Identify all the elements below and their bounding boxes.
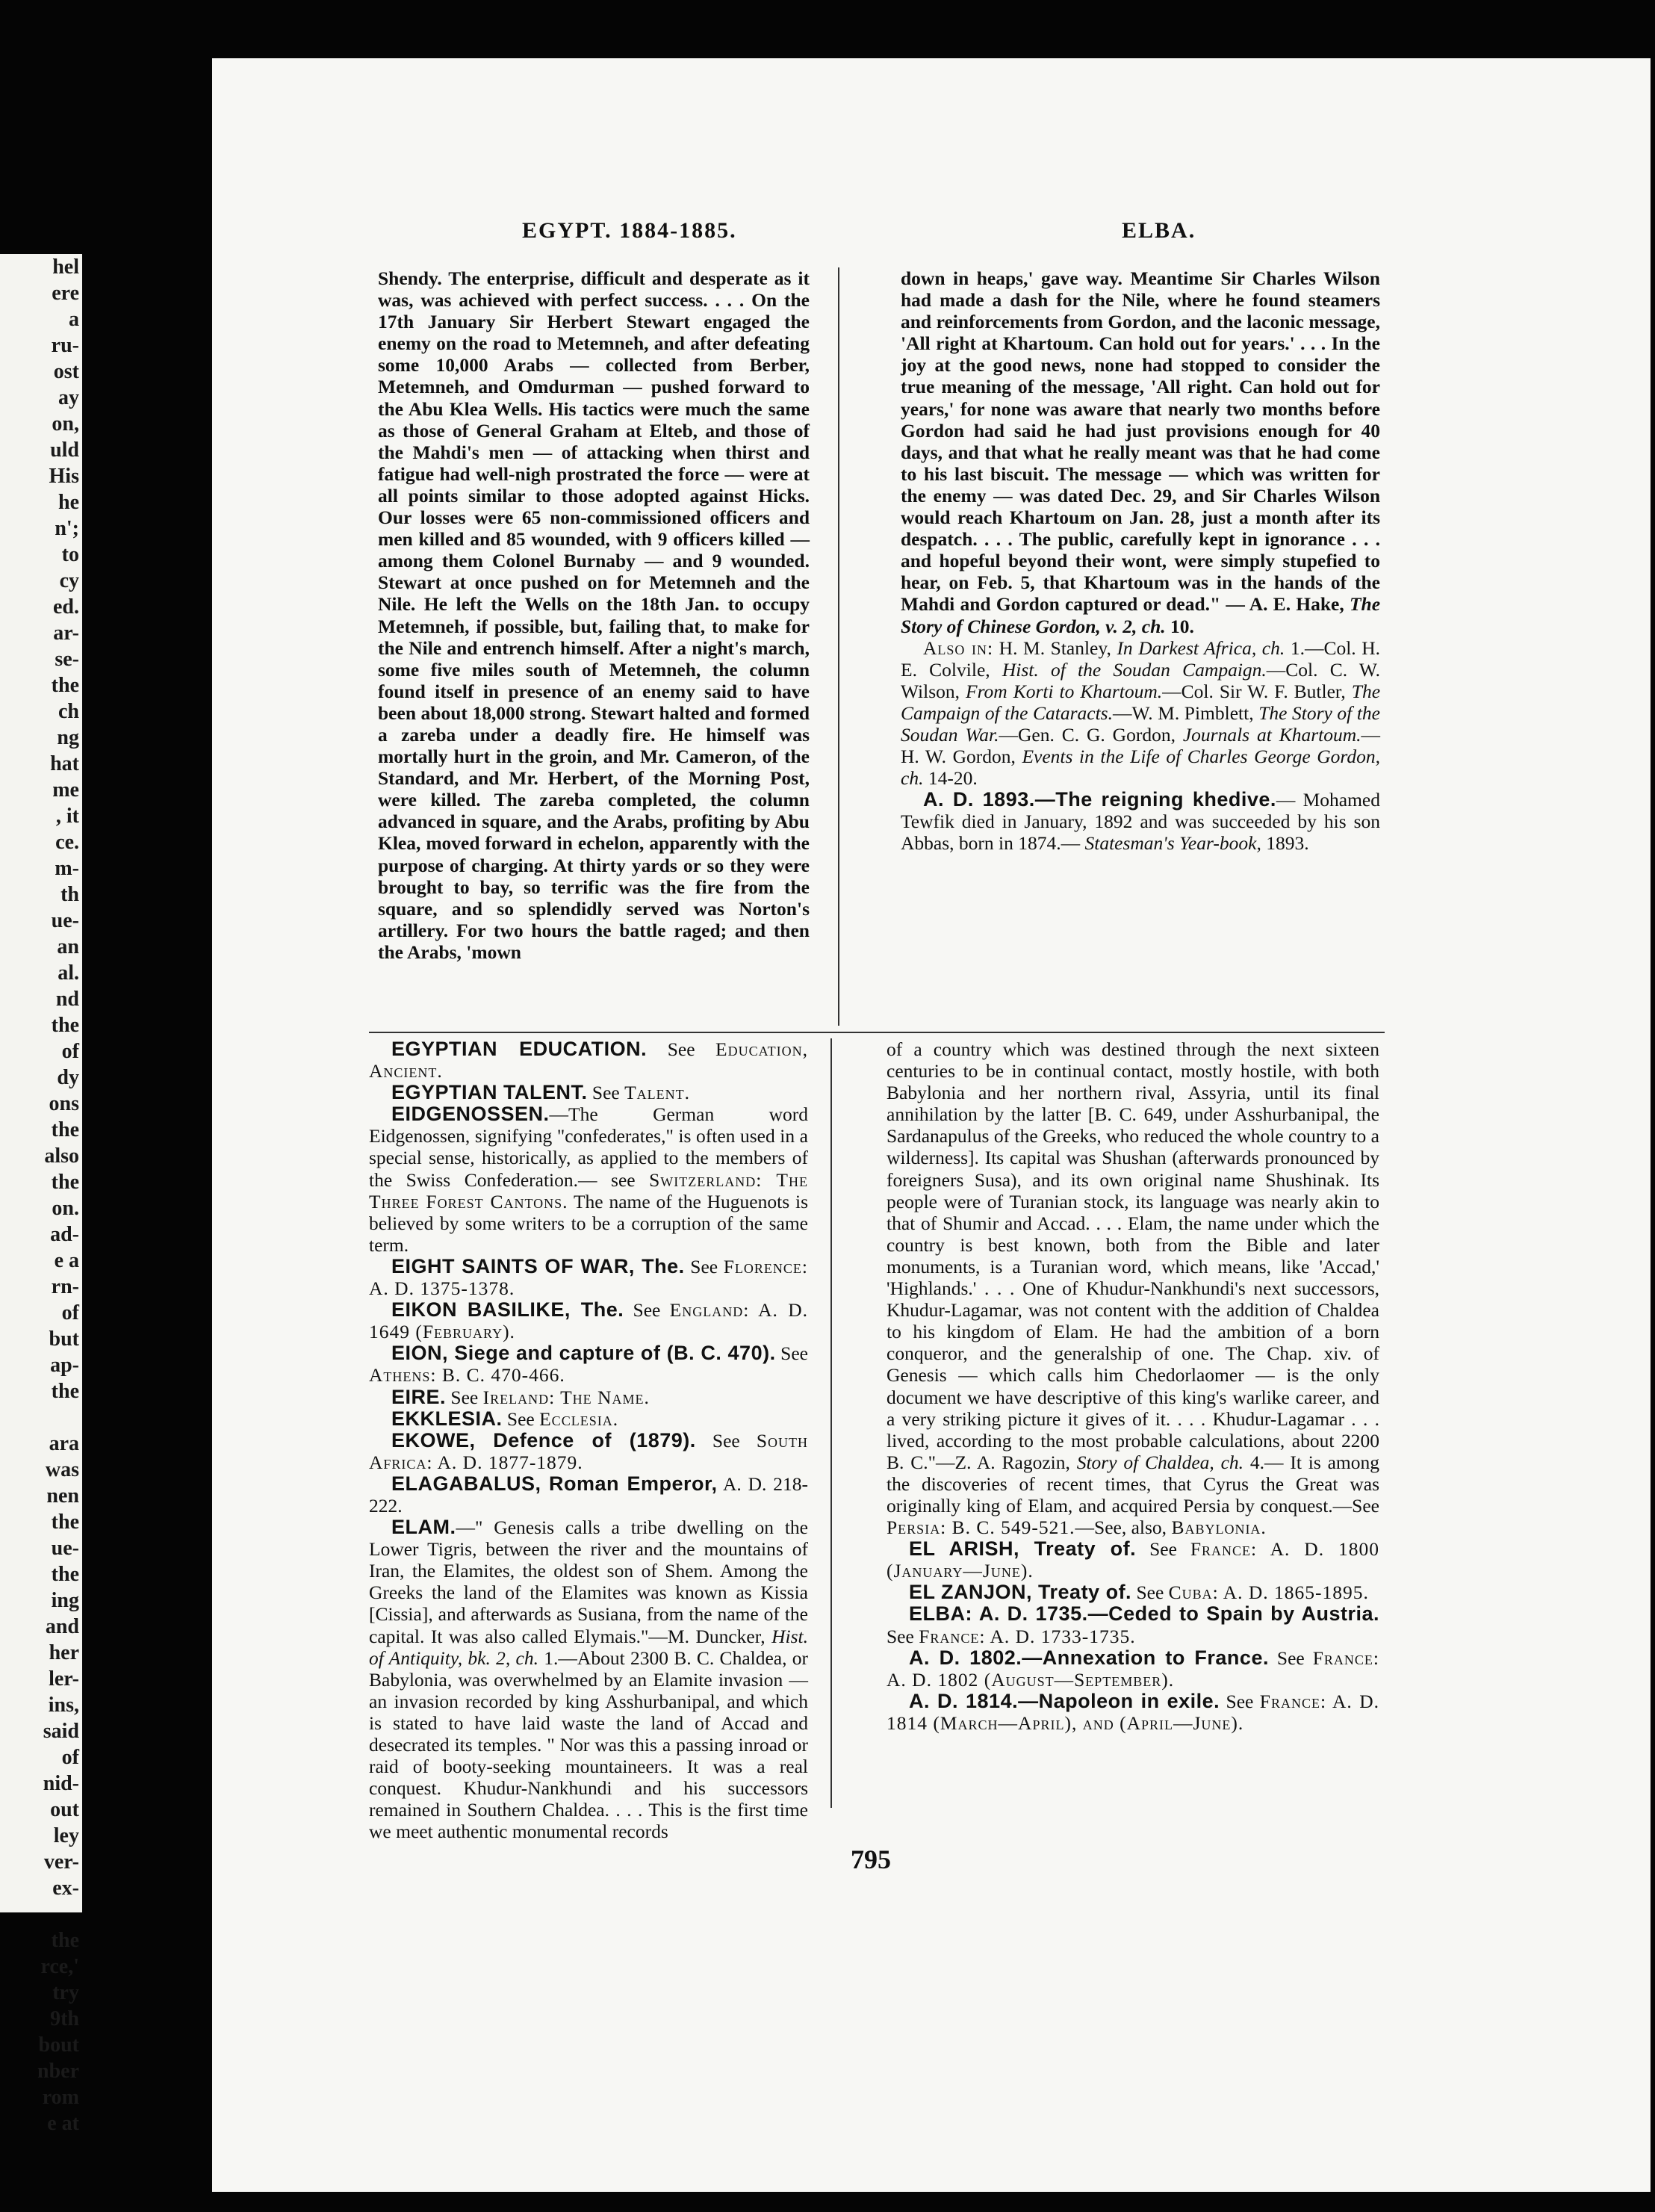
margin-fragment: ad- xyxy=(50,1223,79,1246)
top-left-column xyxy=(378,267,810,1029)
margin-fragment: ost xyxy=(53,360,79,383)
margin-fragment: nen xyxy=(46,1484,79,1508)
margin-fragment: ng xyxy=(57,726,79,749)
margin-fragment: on, xyxy=(52,412,79,436)
margin-fragment: ver- xyxy=(43,1850,79,1874)
entry-text: A. D. 218-222. xyxy=(369,1472,808,1517)
margin-fragment: ere xyxy=(52,282,79,305)
index-entry xyxy=(369,1299,808,1342)
margin-fragment: the xyxy=(51,1511,79,1534)
margin-fragment: m- xyxy=(55,857,79,880)
cross-reference: Ecclesia. xyxy=(539,1407,619,1430)
margin-fragment: a xyxy=(69,308,79,331)
margin-fragment: ar- xyxy=(53,622,79,645)
margin-fragment: ay xyxy=(58,386,79,409)
margin-fragment: the xyxy=(51,1563,79,1586)
running-header xyxy=(212,218,1651,255)
margin-fragment: ins, xyxy=(48,1694,79,1717)
margin-fragment: ex- xyxy=(52,1877,79,1900)
entry-headword: EKOWE, Defence of (1879). xyxy=(391,1428,696,1452)
margin-fragment: uld xyxy=(50,439,79,462)
entry-text: See xyxy=(775,1342,808,1365)
cross-reference: England: A. D. 1649 (February). xyxy=(369,1299,808,1343)
column-divider-top xyxy=(838,267,839,1026)
entry-headword: EIRE. xyxy=(391,1385,447,1408)
entry-headword: EGYPTIAN EDUCATION. xyxy=(391,1038,648,1060)
margin-fragment: ara xyxy=(49,1432,79,1455)
cross-reference: Ireland: The Name. xyxy=(482,1386,650,1408)
entry-headword: EION, Siege and capture of (B. C. 470). xyxy=(391,1342,776,1365)
margin-fragment: dy xyxy=(57,1066,79,1089)
margin-fragment: se- xyxy=(55,648,79,671)
margin-fragment: nd xyxy=(55,988,79,1011)
margin-fragment: the xyxy=(51,674,79,697)
margin-fragment: to xyxy=(61,543,79,566)
index-entry xyxy=(369,1430,808,1473)
margin-fragment: ing xyxy=(51,1589,79,1612)
entry-text: See xyxy=(647,1038,716,1060)
margin-fragment: nid- xyxy=(43,1772,79,1795)
margin-fragment: of xyxy=(61,1040,79,1063)
margin-fragment: ed. xyxy=(53,595,79,619)
cross-reference: Athens: B. C. 470-466. xyxy=(369,1364,565,1387)
elba-1814-entry: A. D. 1814.—Napoleon in exile. See France: A. D. 1814 (March—April), and (April—June). xyxy=(887,1689,1379,1734)
margin-fragment: nber xyxy=(37,2060,79,2083)
margin-fragment: ap- xyxy=(50,1354,79,1377)
cross-reference: Education, Ancient. xyxy=(369,1038,808,1082)
also-in-paragraph: Also in: H. M. Stanley, In Darkest Africa, ch. 1.—Col. H. E. Colvile, Hist. of the Soudan Campaign.—Col. C. W. Wilson, From Korti to Khartoum.—Col. Sir W. F. Butler, The Campaign of the Cataracts.—W. M. Pimblett, The Story of the Soudan War.—Gen. C. G. Gordon, Journals at Khartoum.—H. W. Gordon, Events in the Life of Charles George Gordon, ch. 14-20. xyxy=(901,636,1381,790)
entry-headword: EKKLESIA. xyxy=(391,1407,503,1430)
margin-fragment xyxy=(0,1404,82,1431)
margin-fragment: hel xyxy=(52,255,79,279)
index-entry xyxy=(369,1103,808,1256)
elba-1735-entry: ELBA: A. D. 1735.—Ceded to Spain by Austria. See France: A. D. 1733-1735. xyxy=(887,1602,1379,1647)
elba-1802-entry: A. D. 1802.—Annexation to France. See France: A. D. 1802 (August—September). xyxy=(887,1646,1379,1691)
entry-tail: The name of the Huguenots is believed by some writers to be a corruption of the same term. xyxy=(369,1190,808,1256)
margin-fragment: e at xyxy=(47,2112,79,2135)
margin-fragment: try xyxy=(52,1981,79,2004)
margin-fragment: was xyxy=(45,1458,79,1481)
margin-fragment: th xyxy=(60,883,79,906)
margin-fragment: ru- xyxy=(51,334,79,357)
header-left: EGYPT. 1884-1885. xyxy=(522,218,737,243)
shendy-paragraph: Shendy. The enterprise, difficult and desperate as it was, was achieved with perfect success. . . . On the 17th January Sir Herbert Stewart engaged the enemy on the road to Metemneh, and after defeating some 10,000 Arabs — collected from Berber, Metemneh, and Omdurman — pushed forward to the Abu Klea Wells. His tactics were much the same as those of General Graham at Elteb, and those of the Mahdi's men — of attacking when thirst and fatigue had well-nigh prostrated the force — were at all points similar to those adopted against Hicks. Our losses were 65 non-commissioned officers and men killed and 85 wounded, with 9 officers killed — among them Colonel Burnaby — and 9 wounded. Stewart at once pushed on for Metemneh and the Nile. He left the Wells on the 18th Jan. to occupy Metemneh, if possible, but, failing that, to make for the Nile and entrench himself. After a night's march, some five miles south of Metemneh, the column found itself in presence of an enemy said to have been about 18,000 strong. Stewart halted and formed a zareba under a deadly fire. He himself was mortally hurt in the groin, and Mr. Cameron, of the Standard, and Mr. Herbert, of the Morning Post, were killed. The zareba completed, the column advanced in square, and the Arabs, profiting by Abu Klea, moved forward in echelon, apparently with the purpose of charging. At thirty yards or so they were brought to bay, so terrific was the fire from the square, and so splendidly served was Norton's artillery. For two hours the battle raged; and then the Arabs, 'mown xyxy=(378,267,810,963)
page-number: 795 xyxy=(851,1844,891,1874)
khartoum-paragraph: down in heaps,' gave way. Meantime Sir Charles Wilson had made a dash for the Nile, where he found steamers and reinforcements from Gordon, and the laconic message, 'All right at Khartoum. Can hold out for years.' . . . In the joy at the good news, none had stopped to consider the true meaning of the message, 'All right. Can hold out for years,' for none was aware that nearly two months before Gordon had said he had just provisions enough for 40 days, and that what he really meant was that he had come to his last biscuit. The message — which was written for the enemy — was dated Dec. 29, and Sir Charles Wilson would reach Khartoum on Jan. 28, just a month after its despatch. . . . The public, carefully kept in ignorance . . . and hopeful beyond their wont, were simply stupefied to hear, on Feb. 5, that Khartoum was in the hands of the Mahdi and Gordon captured or dead." — A. E. Hake, The Story of Chinese Gordon, v. 2, ch. 10. xyxy=(901,267,1381,637)
el-zanjon-entry: EL ZANJON, Treaty of. See Cuba: A. D. 1865-1895. xyxy=(909,1581,1369,1604)
margin-fragment: ue- xyxy=(51,1537,79,1560)
index-entry xyxy=(369,1473,808,1517)
margin-fragment xyxy=(0,1901,82,1927)
entry-text: See xyxy=(587,1082,625,1104)
index-entry xyxy=(369,1408,808,1430)
entry-headword: EIGHT SAINTS OF WAR, The. xyxy=(391,1254,685,1277)
margin-fragment: ler- xyxy=(49,1667,79,1691)
margin-fragment: ch xyxy=(58,700,79,723)
index-entry xyxy=(369,1038,808,1082)
entry-text: See xyxy=(624,1299,670,1322)
elam-entry: ELAM.—" Genesis calls a tribe dwelling on the Lower Tigris, between the river and the mountains of Iran, the Elamites, the oldest son of Shem. Among the Greeks the land of the Elamites was known as Kissia [Cissia], and afterwards as Susiana, from the name of the capital. It was also called Elymais."—M. Duncker, Hist. of Antiquity, bk. 2, ch. 1.—About 2300 B. C. Chaldea, or Babylonia, was overwhelmed by an Elamite invasion — an invasion recorded by king Asshurbanipal, and which is stated to have laid waste the land of Accad and desecrated its temples. " Nor was this a passing inroad or raid of booty-seeking mountaineers. It was a real conquest. Khudur-Nankhundi and his successors remained in Southern Chaldea. . . . This is the first time we meet authentic monumental records xyxy=(369,1516,809,1843)
cross-reference: Florence: A. D. 1375-1378. xyxy=(369,1255,808,1300)
margin-fragment: ley xyxy=(53,1824,79,1847)
cross-reference: Switzerland: The Three Forest Cantons. xyxy=(369,1168,809,1212)
margin-fragment: her xyxy=(49,1641,79,1664)
entry-text: See xyxy=(695,1429,757,1452)
entry-headword: EGYPTIAN TALENT. xyxy=(391,1081,588,1104)
margin-fragment: of xyxy=(61,1301,79,1325)
margin-fragment: bout xyxy=(38,2033,79,2057)
margin-fragment: rce,' xyxy=(40,1955,79,1978)
margin-fragment: hat xyxy=(50,752,79,775)
entry-text: See xyxy=(684,1255,724,1277)
margin-fragment: rom xyxy=(42,2086,79,2109)
column-divider-bottom xyxy=(830,1038,832,1808)
adjacent-page-margin xyxy=(0,254,82,2135)
bottom-right-column xyxy=(887,1038,1379,1935)
section-divider xyxy=(369,1032,1385,1033)
margin-fragment: His xyxy=(49,465,79,488)
entry-headword: EIDGENOSSEN. xyxy=(391,1103,550,1126)
entry-headword: EIKON BASILIKE, The. xyxy=(391,1298,624,1322)
margin-fragment: ce. xyxy=(55,831,79,854)
top-right-column xyxy=(901,267,1380,1037)
margin-fragment: he xyxy=(58,491,79,514)
header-right: ELBA. xyxy=(1122,218,1196,243)
margin-fragment: the xyxy=(51,1118,79,1141)
margin-fragment: and xyxy=(45,1615,79,1638)
bottom-left-column xyxy=(369,1038,808,1935)
margin-fragment: ons xyxy=(49,1092,79,1115)
cross-reference: Talent. xyxy=(624,1082,691,1104)
margin-fragment: the xyxy=(51,1380,79,1403)
margin-fragment: of xyxy=(61,1746,79,1769)
margin-fragment: also xyxy=(44,1144,79,1168)
reigning-khedive-entry: A. D. 1893.—The reigning khedive.— Mohamed Tewfik died in January, 1892 and was succeeded by his son Abbas, born in 1874.— Statesman's Year-book, 1893. xyxy=(901,788,1380,855)
index-entry xyxy=(369,1387,808,1408)
entry-text: See xyxy=(446,1386,483,1408)
margin-fragment: cy xyxy=(59,569,79,592)
index-entry xyxy=(369,1082,808,1103)
margin-fragment: out xyxy=(50,1798,79,1821)
margin-fragment: rn- xyxy=(51,1275,79,1298)
cross-reference: South Africa: A. D. 1877-1879. xyxy=(369,1429,808,1473)
margin-fragment: on. xyxy=(52,1197,79,1220)
margin-fragment: the xyxy=(51,1171,79,1194)
margin-fragment: the xyxy=(51,1929,79,1952)
margin-fragment: al. xyxy=(58,961,79,985)
margin-fragment: the xyxy=(51,1014,79,1037)
margin-fragment: 9th xyxy=(50,2007,79,2030)
index-entry xyxy=(369,1342,808,1386)
margin-fragment: ue- xyxy=(51,909,79,932)
margin-fragment: e a xyxy=(54,1249,79,1272)
margin-fragment: n'; xyxy=(55,517,79,540)
margin-fragment: an xyxy=(57,935,79,958)
margin-fragment: , it xyxy=(55,805,79,828)
margin-fragment: me xyxy=(52,778,79,802)
margin-fragment: but xyxy=(49,1327,79,1351)
el-arish-entry: EL ARISH, Treaty of. See France: A. D. 1800 (January—June). xyxy=(887,1537,1379,1582)
entry-text: See xyxy=(502,1407,540,1430)
margin-fragment: said xyxy=(43,1720,79,1743)
book-page xyxy=(212,58,1651,2192)
elam-continuation: of a country which was destined through the next sixteen centuries to be in continual contact, mostly hostile, with both Babylonia and her northern rival, Assyria, until its final annihilation by the latter [B. C. 649, under Asshurbanipal, the Sardanapulus of the Greeks, who reduced the whole country to a wilderness]. Its capital was Shushan (afterwards pronounced by foreigners Susa), and its own original name Shushinak. Its people were of Turanian stock, its language was nearly akin to that of Shumir and Accad. . . . Elam, the name under which the country is best known, both from the Bible and later monuments, is a Turanian word, which means, like 'Accad,' 'Highlands.' . . . One of Khudur-Nankhundi's next successors, Khudur-Lagamar, was not content with the addition of Chaldea to his kingdom of Elam. He had the ambition of a born conqueror, and the generalship of one. The Chap. xiv. of Genesis — which calls him Chedorlaomer — is the only document we have descriptive of this king's warlike career, and a very striking picture it gives of it. . . . Khudur-Lagamar . . . lived, according to the most probable calculations, about 2200 B. C."—Z. A. Ragozin, Story of Chaldea, ch. 4.— It is among the discoveries of recent times, that Cyrus the Great was originally king of Elam, and acquired Persia by conquest.—See Persia: B. C. 549-521.—See, also, Babylonia. xyxy=(887,1038,1379,1539)
index-entry xyxy=(369,1256,808,1299)
entry-text: —The German word Eidgenossen, signifying "confederates," is often used in a special sense, historically, as applied to the members of the Swiss Confederation.— see xyxy=(369,1103,808,1191)
entry-headword: ELAGABALUS, Roman Emperor, xyxy=(391,1472,718,1495)
